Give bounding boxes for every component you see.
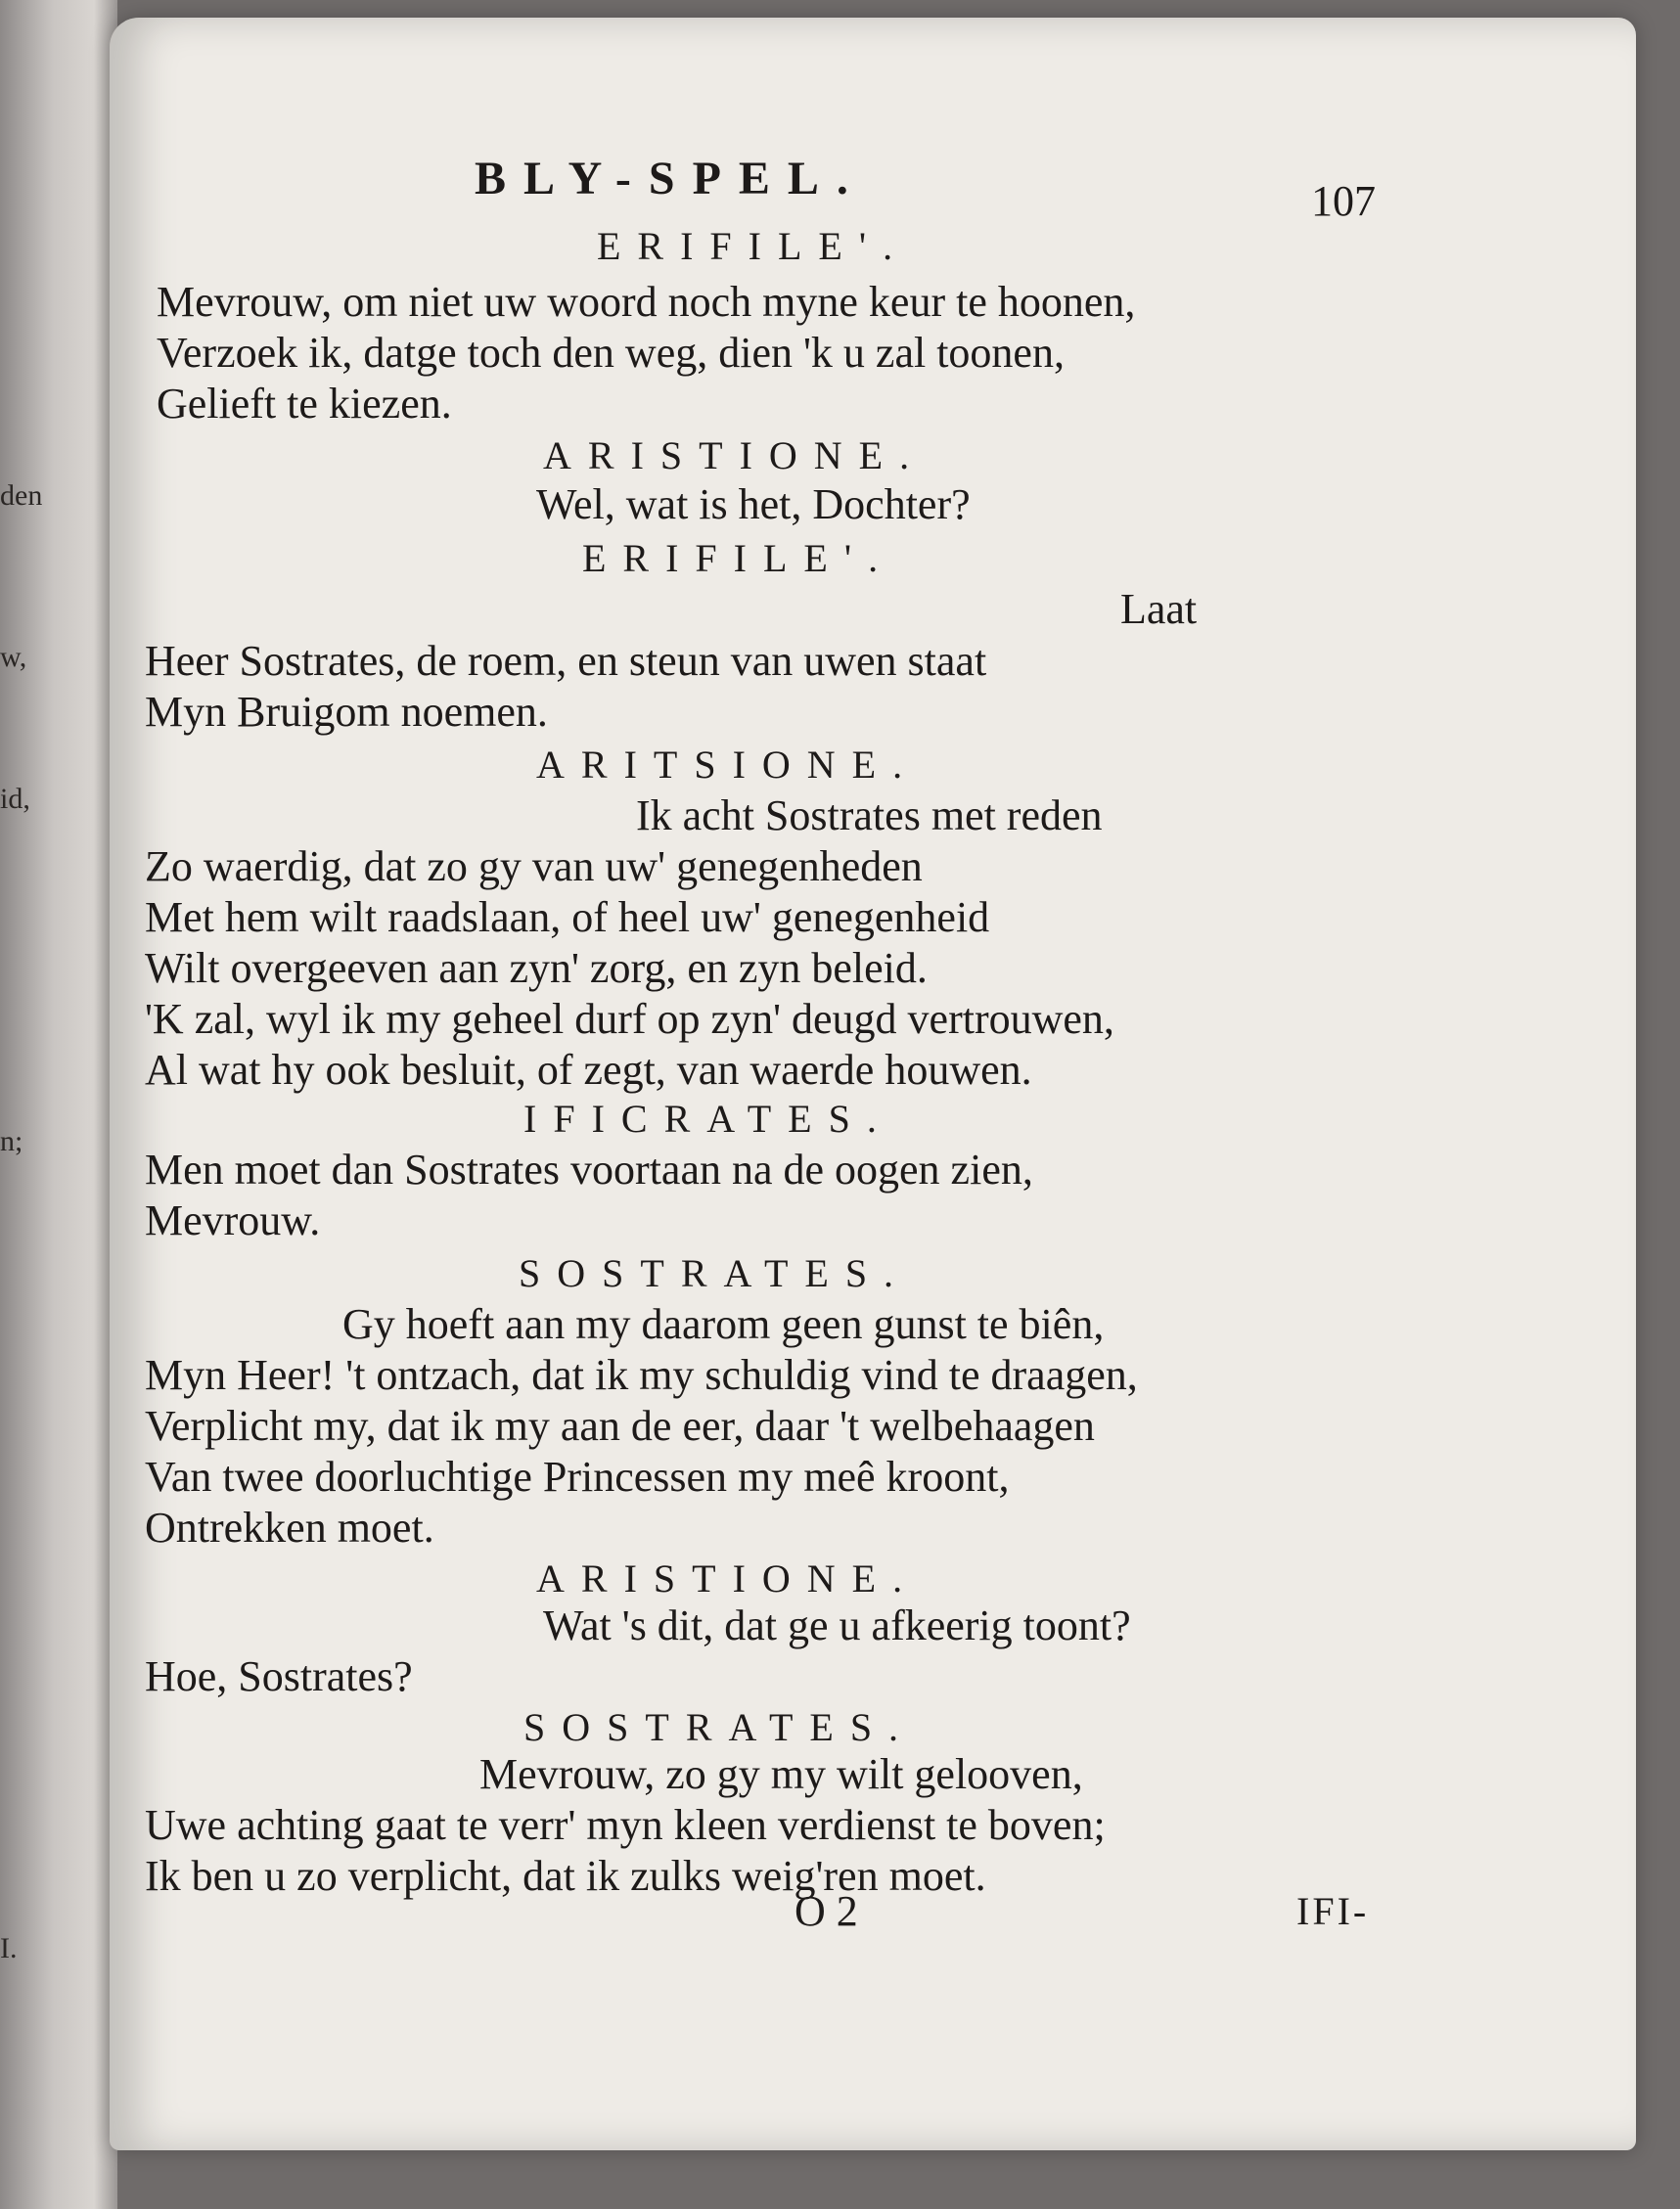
verse-line: Gy hoeft aan my daarom geen gunst te biên,: [342, 1300, 1105, 1348]
verse-line: Myn Heer! 't ontzach, dat ik my schuldig vind te draagen,: [145, 1351, 1138, 1399]
speaker-heading: ERIFILE'.: [582, 536, 895, 580]
verse-line: Gelieft te kiezen.: [157, 380, 452, 428]
verse-line: Wat 's dit, dat ge u afkeerig toont?: [543, 1601, 1131, 1649]
verse-line: Zo waerdig, dat zo gy van uw' genegenheden: [145, 842, 923, 890]
catchword: IFI-: [1296, 1889, 1370, 1933]
left-page-fragment: den: [0, 479, 43, 512]
speaker-heading: ARISTIONE.: [536, 1556, 920, 1600]
verse-line: Hoe, Sostrates?: [145, 1652, 413, 1700]
speaker-heading: SOSTRATES.: [519, 1251, 911, 1295]
left-page-fragment: id,: [0, 783, 30, 815]
verse-line: Met hem wilt raadslaan, of heel uw' genegenheid: [145, 893, 990, 941]
verse-line: Uwe achting gaat te verr' myn kleen verdienst te boven;: [145, 1801, 1106, 1849]
verse-line: Wilt overgeeven aan zyn' zorg, en zyn beleid.: [145, 944, 928, 992]
speaker-heading: IFICRATES.: [523, 1097, 893, 1141]
speaker-heading: SOSTRATES.: [523, 1705, 916, 1749]
verse-line: 'K zal, wyl ik my geheel durf op zyn' deugd vertrouwen,: [145, 995, 1114, 1043]
left-page-fragment: w,: [0, 641, 27, 673]
verse-line: Verplicht my, dat ik my aan de eer, daar 't welbehaagen: [145, 1402, 1095, 1450]
verse-line: Wel, wat is het, Dochter?: [536, 480, 971, 528]
left-page-fragment: n;: [0, 1125, 23, 1157]
left-page-fragment: I.: [0, 1932, 18, 1964]
left-page-edge: [0, 0, 117, 2209]
speaker-heading: ERIFILE'.: [597, 224, 910, 268]
verse-line: Mevrouw.: [145, 1196, 321, 1244]
verse-line: Men moet dan Sostrates voortaan na de oogen zien,: [145, 1146, 1033, 1194]
speaker-heading: ARITSIONE.: [536, 743, 920, 787]
verse-line: Ik acht Sostrates met reden: [636, 791, 1103, 839]
verse-line: Heer Sostrates, de roem, en steun van uwen staat: [145, 637, 987, 685]
verse-line: Ik ben u zo verplicht, dat ik zulks weig'ren moet.: [145, 1852, 986, 1900]
speaker-heading: ARISTIONE.: [543, 433, 927, 477]
verse-line: Mevrouw, om niet uw woord noch myne keur te hoonen,: [157, 278, 1136, 326]
verse-line: Verzoek ik, datge toch den weg, dien 'k u zal toonen,: [157, 329, 1065, 377]
verse-line: Myn Bruigom noemen.: [145, 688, 548, 736]
verse-line: Mevrouw, zo gy my wilt gelooven,: [479, 1750, 1083, 1798]
verse-line: Laat: [1120, 585, 1198, 633]
verse-line: Van twee doorluchtige Princessen my meê kroont,: [145, 1453, 1010, 1501]
verse-line: Al wat hy ook besluit, of zegt, van waerde houwen.: [145, 1046, 1032, 1094]
verse-line: Ontrekken moet.: [145, 1504, 434, 1552]
running-head: BLY-SPEL.: [475, 153, 866, 204]
page-number: 107: [1311, 177, 1376, 225]
printer-signature: O 2: [795, 1887, 858, 1935]
